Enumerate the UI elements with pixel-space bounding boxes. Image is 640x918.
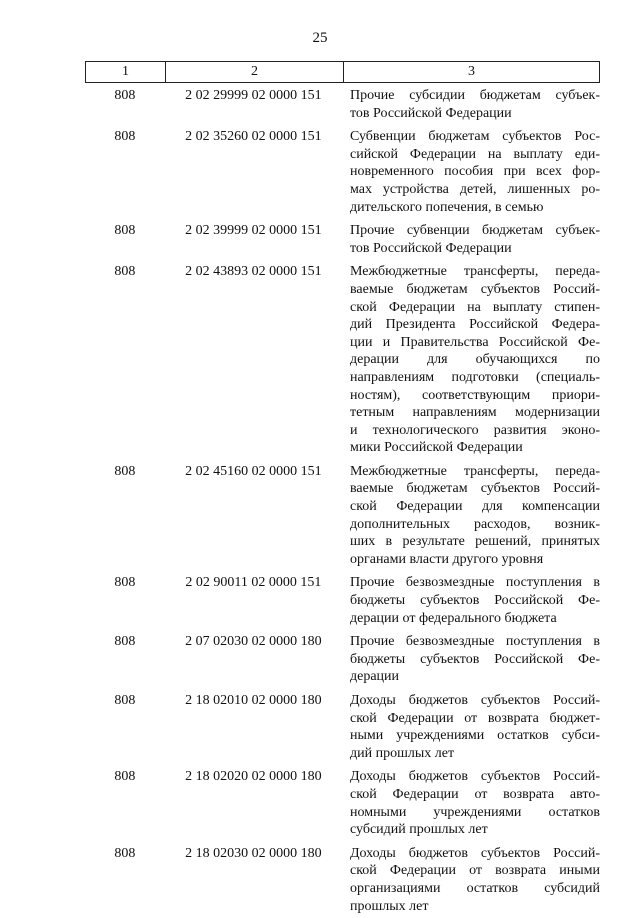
admin-code-cell: 808: [114, 634, 136, 650]
description-line: Прочие безвозмездные поступления в: [349, 575, 600, 591]
description-line: дерации: [349, 669, 400, 685]
description-line: дерации от федерального бюджета: [349, 610, 557, 626]
revenue-description-cell: [350, 463, 600, 569]
description-line: новременного пособия при всех фор-: [349, 164, 600, 180]
revenue-description-cell: [350, 768, 600, 838]
description-line: номными учреждениями остатков: [349, 804, 600, 820]
admin-code-cell: 808: [114, 575, 136, 591]
table-row: [85, 460, 600, 572]
description-line: и технологического развития эконо-: [349, 422, 600, 438]
table-row: [85, 84, 600, 125]
description-line: ваемые бюджетам субъектов Россий-: [349, 481, 600, 497]
description-line: ской Федерации для компенсации: [349, 499, 600, 515]
budget-classification-code-cell: 2 18 02010 02 0000 180: [185, 693, 322, 708]
revenue-description-cell: [350, 128, 600, 216]
description-line: Межбюджетные трансферты, переда-: [349, 463, 600, 479]
page-number: 25: [312, 30, 328, 46]
admin-code-cell: 808: [114, 223, 136, 239]
description-line: ции и Правительства Российской Фе-: [349, 334, 600, 350]
table-row: [85, 630, 600, 689]
budget-classification-code-cell: 2 18 02030 02 0000 180: [185, 845, 322, 861]
description-line: дополнительных расходов, возник-: [349, 516, 600, 532]
description-line: ской Федерации от возврата иными: [349, 863, 600, 879]
revenue-description-cell: [350, 692, 600, 762]
description-line: Межбюджетные трансферты, переда-: [349, 264, 600, 280]
description-line: организациями остатков субсидий: [349, 880, 600, 896]
table-row: [85, 842, 600, 918]
table-row: [85, 219, 600, 260]
admin-code-cell: 808: [114, 88, 136, 103]
budget-classification-code-cell: 2 02 45160 02 0000 151: [185, 463, 322, 479]
budget-classification-code-cell: 2 02 29999 02 0000 151: [185, 88, 322, 103]
revenue-description-cell: [350, 87, 600, 122]
column-header-2: 2: [166, 62, 344, 82]
description-line: мики Российской Федерации: [349, 440, 523, 456]
column-header-1: 1: [86, 62, 166, 82]
table-row: [85, 765, 600, 841]
table-row: [85, 689, 600, 765]
description-line: бюджеты субъектов Российской Фе-: [349, 651, 600, 667]
description-line: Прочие субвенции бюджетам субъек-: [349, 223, 600, 239]
description-line: дий прошлых лет: [349, 745, 455, 761]
description-line: бюджеты субъектов Российской Фе-: [349, 593, 600, 609]
column-header-3: 3: [468, 64, 475, 79]
description-line: Прочие безвозмездные поступления в: [349, 634, 600, 650]
description-line: субсидий прошлых лет: [349, 822, 488, 838]
admin-code-cell: 808: [114, 693, 136, 708]
description-line: сийской Федерации на выплату еди-: [349, 146, 600, 162]
revenue-description-cell: [350, 263, 600, 457]
description-line: тов Российской Федерации: [349, 240, 512, 256]
description-line: Субвенции бюджетам субъектов Рос-: [349, 129, 600, 145]
description-line: Доходы бюджетов субъектов Россий-: [349, 693, 600, 708]
description-line: ностям), соответствующим приори-: [349, 387, 600, 403]
table-body: [85, 84, 600, 918]
description-line: мах устройства детей, лишенных ро-: [349, 181, 600, 197]
budget-classification-code-cell: 2 02 43893 02 0000 151: [185, 264, 322, 280]
description-line: дий Президента Российской Федера-: [349, 317, 600, 333]
description-line: ными учреждениями остатков субси-: [349, 728, 600, 744]
description-line: ской Федерации от возврата бюджет-: [349, 710, 600, 726]
admin-code-cell: 808: [114, 769, 136, 785]
description-line: направлениям подготовки (специаль-: [349, 369, 600, 385]
admin-code-cell: 808: [114, 129, 136, 145]
revenue-description-cell: [350, 222, 600, 257]
description-line: дительского попечения, в семью: [349, 199, 544, 215]
table-header-row: [85, 61, 600, 83]
budget-classification-code-cell: 2 07 02030 02 0000 180: [185, 634, 322, 650]
budget-classification-code-cell: 2 02 39999 02 0000 151: [185, 223, 322, 239]
description-line: органами власти другого уровня: [349, 551, 544, 567]
description-line: Доходы бюджетов субъектов Россий-: [349, 845, 600, 861]
admin-code-cell: 808: [114, 845, 136, 861]
table-row: [85, 125, 600, 219]
description-line: Доходы бюджетов субъектов Россий-: [349, 769, 600, 785]
description-line: тов Российской Федерации: [349, 105, 512, 121]
revenue-description-cell: [350, 633, 600, 686]
description-line: тетным направлениям модернизации: [349, 405, 600, 421]
revenue-description-cell: [350, 574, 600, 627]
admin-code-cell: 808: [114, 264, 136, 280]
description-line: ших в результате решений, принятых: [349, 534, 600, 550]
budget-classification-code-cell: 2 02 35260 02 0000 151: [185, 129, 322, 145]
description-line: ской Федерации от возврата авто-: [349, 786, 600, 802]
description-line: ваемые бюджетам субъектов Россий-: [349, 281, 600, 297]
description-line: прошлых лет: [349, 898, 429, 914]
description-line: дерации для обучающихся по: [349, 352, 600, 368]
table-row: [85, 571, 600, 630]
table-row: [85, 260, 600, 460]
description-line: Прочие субсидии бюджетам субъек-: [349, 88, 600, 103]
budget-classification-code-cell: 2 18 02020 02 0000 180: [185, 769, 322, 785]
admin-code-cell: 808: [114, 463, 136, 479]
budget-classification-code-cell: 2 02 90011 02 0000 151: [185, 575, 322, 591]
description-line: ской Федерации на выплату стипен-: [349, 299, 600, 315]
